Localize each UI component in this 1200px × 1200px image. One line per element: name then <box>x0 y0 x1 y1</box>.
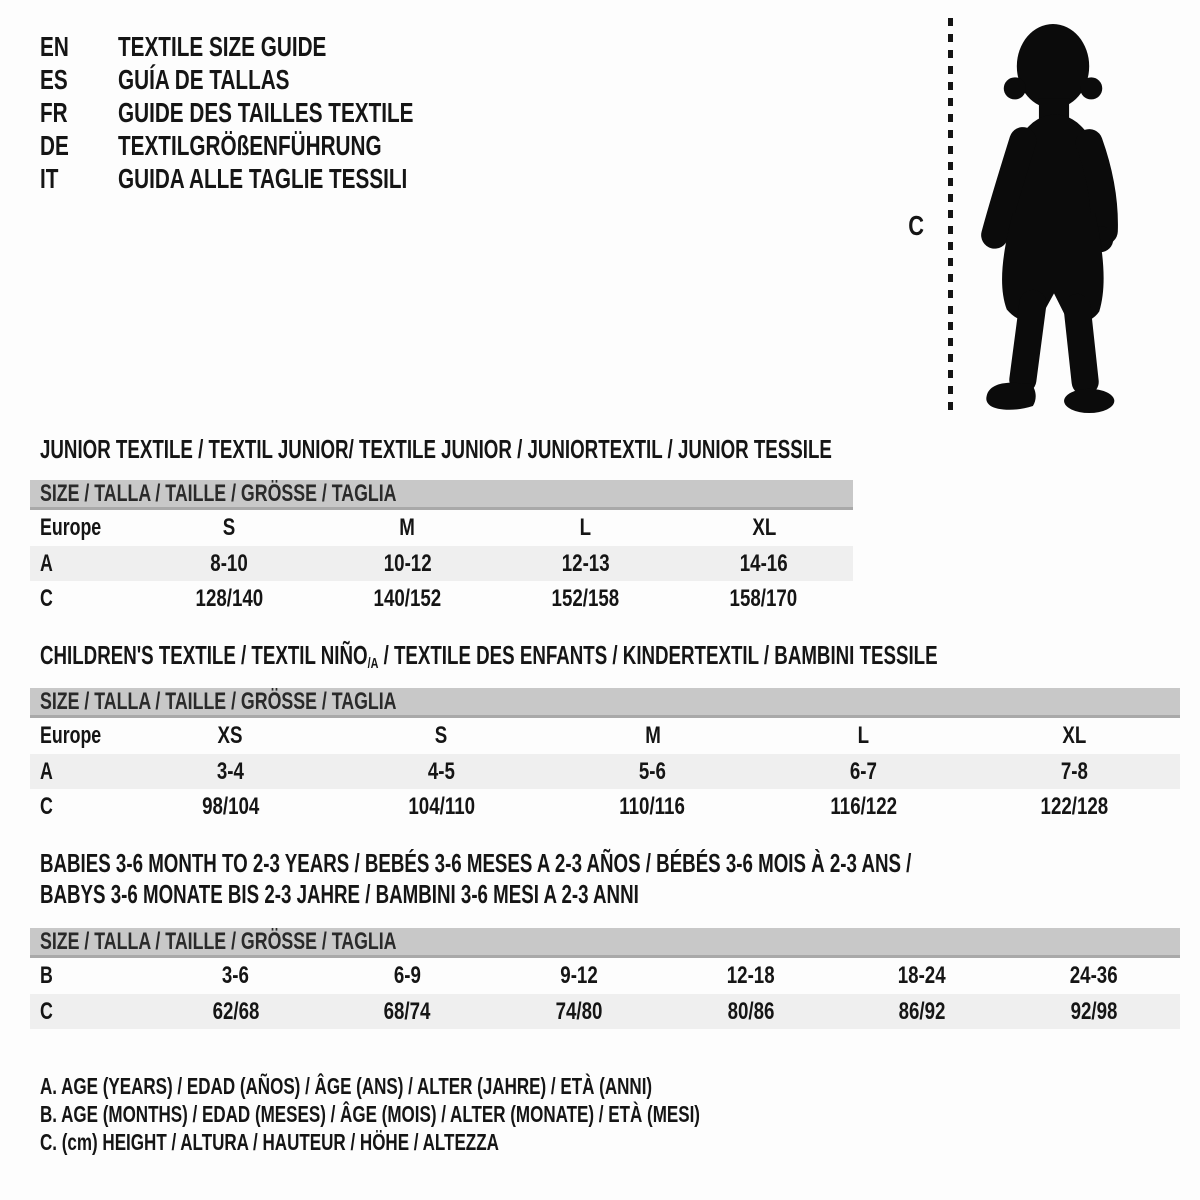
table-cell <box>140 514 318 542</box>
table-cell <box>30 758 125 786</box>
table-cell-text: 74/80 <box>555 997 603 1025</box>
language-row <box>40 96 517 129</box>
babies-heading-line2: BABYS 3-6 MONATE BIS 2-3 JAHRE / BAMBINI 3-6 MESI A 2-3 ANNI <box>40 879 639 909</box>
language-title <box>118 96 517 129</box>
table-cell <box>969 758 1180 786</box>
legend <box>40 1072 932 1156</box>
language-title-text: TEXTILE SIZE GUIDE <box>118 31 327 62</box>
table-cell <box>1008 962 1180 990</box>
table-cell <box>322 998 494 1026</box>
babies-size-table <box>30 928 1180 1029</box>
table-cell <box>547 722 758 750</box>
table-cell-text: 7-8 <box>1060 757 1089 785</box>
language-code-text: EN <box>40 31 69 62</box>
children-section-heading <box>40 640 1200 679</box>
table-cell <box>318 514 496 542</box>
children-section-heading-text <box>40 640 938 679</box>
size-table-header-text: SIZE / TALLA / TAILLE / GRÖSSE / TAGLIA <box>40 927 397 955</box>
table-row <box>30 546 853 581</box>
table-row <box>30 958 1180 994</box>
table-row <box>30 994 1180 1029</box>
language-title-text: TEXTILGRÖßENFÜHRUNG <box>118 130 382 161</box>
table-cell <box>493 962 665 990</box>
language-code <box>40 30 118 63</box>
table-cell <box>125 722 336 750</box>
table-cell-text: A <box>40 757 53 785</box>
legend-row-b-text: B. AGE (MONTHS) / EDAD (MESES) / ÂGE (MOIS) / ALTER (MONATE) / ETÀ (MESI) <box>40 1101 700 1127</box>
table-cell-text: 12-18 <box>726 962 775 989</box>
table-cell-text: 68/74 <box>383 997 431 1025</box>
table-cell-text: M <box>399 514 416 541</box>
table-cell-text: 5-6 <box>638 757 667 785</box>
language-title-text: GUIDE DES TAILLES TEXTILE <box>118 97 414 128</box>
table-cell-text: 4-5 <box>427 757 456 785</box>
babies-section-heading-text <box>40 848 911 910</box>
language-code-text: FR <box>40 97 68 128</box>
size-table-header <box>30 480 853 510</box>
table-cell-text: S <box>435 722 448 749</box>
legend-row-b <box>40 1100 932 1128</box>
table-cell <box>1008 998 1180 1026</box>
table-cell-text: 3-4 <box>216 757 245 785</box>
table-cell-text: Europe <box>40 514 102 541</box>
legend-row-c-text: C. (cm) HEIGHT / ALTURA / HAUTEUR / HÖHE / ALTEZZA <box>40 1129 499 1155</box>
height-dashed-line <box>948 18 953 415</box>
language-row <box>40 63 517 96</box>
table-cell <box>318 585 496 613</box>
table-cell <box>30 793 125 821</box>
table-cell <box>125 758 336 786</box>
language-title <box>118 162 509 195</box>
table-cell-text: XS <box>218 722 243 749</box>
table-cell-text: M <box>644 722 661 749</box>
language-code-text: ES <box>40 64 68 95</box>
babies-section-heading <box>40 848 1200 910</box>
table-cell <box>493 998 665 1026</box>
children-heading-post: / TEXTILE DES ENFANTS / KINDERTEXTIL / BAMBINI TESSILE <box>378 640 938 670</box>
table-cell <box>150 998 322 1026</box>
table-cell-text: 104/110 <box>408 793 475 820</box>
height-measure-label <box>906 210 926 242</box>
table-cell <box>665 962 837 990</box>
table-cell <box>30 550 140 578</box>
table-cell-text: 152/158 <box>551 585 620 612</box>
legend-row-c <box>40 1128 932 1156</box>
table-cell-text: 6-9 <box>393 962 421 989</box>
table-row <box>30 718 1180 754</box>
table-cell <box>140 585 318 613</box>
junior-section-heading-text: JUNIOR TEXTILE / TEXTIL JUNIOR/ TEXTILE JUNIOR / JUNIORTEXTIL / JUNIOR TESSILE <box>40 434 832 464</box>
table-cell <box>30 514 140 542</box>
language-title <box>118 129 474 162</box>
babies-heading-line1: BABIES 3-6 MONTH TO 2-3 YEARS / BEBÉS 3-6 MESES A 2-3 AÑOS / BÉBÉS 3-6 MOIS À 2-3 ANS / <box>40 848 912 878</box>
table-cell-text: 80/86 <box>727 997 775 1025</box>
table-row <box>30 581 853 617</box>
table-cell-text: 128/140 <box>195 585 263 612</box>
table-cell-text: 62/68 <box>212 997 260 1025</box>
language-row <box>40 129 517 162</box>
table-cell <box>497 550 675 578</box>
table-cell <box>336 758 547 786</box>
table-cell <box>665 998 837 1026</box>
table-cell-text: XL <box>751 514 776 541</box>
table-cell-text: 14-16 <box>739 549 788 577</box>
table-cell-text: Europe <box>40 722 102 749</box>
table-cell <box>547 793 758 821</box>
table-cell-text: 158/170 <box>730 585 798 612</box>
children-heading-pre: CHILDREN'S TEXTILE / TEXTIL NIÑO <box>40 640 368 670</box>
table-cell <box>836 998 1008 1026</box>
table-cell-text: 12-13 <box>561 549 610 577</box>
table-cell <box>836 962 1008 990</box>
language-row <box>40 30 517 63</box>
table-cell <box>150 962 322 990</box>
table-cell <box>497 585 675 613</box>
table-cell <box>547 758 758 786</box>
language-title-text: GUÍA DE TALLAS <box>118 64 290 95</box>
table-cell <box>758 722 969 750</box>
junior-size-table <box>30 480 853 617</box>
table-cell <box>318 550 496 578</box>
language-code <box>40 96 118 129</box>
table-cell <box>336 722 547 750</box>
size-table-header-text: SIZE / TALLA / TAILLE / GRÖSSE / TAGLIA <box>40 479 397 507</box>
table-cell-text: 18-24 <box>898 962 947 989</box>
table-cell-text: C <box>40 585 53 612</box>
language-code-text: DE <box>40 130 69 161</box>
table-cell-text: 86/92 <box>898 997 946 1025</box>
language-list <box>40 30 517 195</box>
table-cell-text: 3-6 <box>222 962 250 989</box>
table-cell-text: 24-36 <box>1069 962 1118 989</box>
language-code <box>40 162 118 195</box>
table-cell <box>675 585 853 613</box>
table-cell-text: C <box>40 793 53 820</box>
table-cell-text: 140/152 <box>373 585 442 612</box>
table-cell-text: 92/98 <box>1070 997 1118 1025</box>
table-cell <box>758 758 969 786</box>
table-cell-text: 10-12 <box>383 549 432 577</box>
size-table-header-text: SIZE / TALLA / TAILLE / GRÖSSE / TAGLIA <box>40 687 397 715</box>
table-cell <box>140 550 318 578</box>
table-cell-text: 8-10 <box>210 549 248 577</box>
table-cell-text: A <box>40 549 53 577</box>
size-table-header <box>30 688 1180 718</box>
table-cell <box>675 550 853 578</box>
table-cell-text: C <box>40 997 53 1025</box>
table-cell <box>30 998 150 1026</box>
table-cell <box>30 722 125 750</box>
table-cell-text: 116/122 <box>830 793 897 820</box>
table-row <box>30 789 1180 825</box>
children-size-table <box>30 688 1180 825</box>
table-cell <box>322 962 494 990</box>
table-cell-text: S <box>222 514 236 541</box>
table-cell <box>497 514 675 542</box>
table-cell-text: XL <box>1062 722 1087 749</box>
language-code-text: IT <box>40 163 59 194</box>
language-title-text: GUIDA ALLE TAGLIE TESSILI <box>118 163 408 194</box>
table-cell-text: 6-7 <box>849 757 878 785</box>
table-cell-text: 98/104 <box>201 793 260 820</box>
table-cell <box>969 793 1180 821</box>
table-cell-text: L <box>857 722 870 749</box>
table-cell <box>675 514 853 542</box>
table-row <box>30 510 853 546</box>
language-code <box>40 129 118 162</box>
table-cell-text: 110/116 <box>619 793 686 820</box>
table-cell-text: 9-12 <box>560 962 598 989</box>
table-cell-text: B <box>40 962 53 989</box>
table-cell-text: 122/128 <box>1040 793 1109 820</box>
table-cell <box>969 722 1180 750</box>
height-measure-label-text: C <box>908 210 925 241</box>
language-title <box>118 63 350 96</box>
children-heading-sub: /A <box>367 655 379 672</box>
table-cell <box>758 793 969 821</box>
legend-row-a <box>40 1072 932 1100</box>
junior-section-heading <box>40 434 1140 464</box>
table-row <box>30 754 1180 789</box>
legend-row-a-text: A. AGE (YEARS) / EDAD (AÑOS) / ÂGE (ANS) / ALTER (JAHRE) / ETÀ (ANNI) <box>40 1073 653 1099</box>
table-cell-text: L <box>579 514 592 541</box>
language-row <box>40 162 517 195</box>
table-cell <box>125 793 336 821</box>
size-table-header <box>30 928 1180 958</box>
table-cell <box>336 793 547 821</box>
language-title <box>118 30 400 63</box>
toddler-silhouette <box>964 12 1140 414</box>
table-cell <box>30 585 140 613</box>
language-code <box>40 63 118 96</box>
table-cell <box>30 962 150 990</box>
